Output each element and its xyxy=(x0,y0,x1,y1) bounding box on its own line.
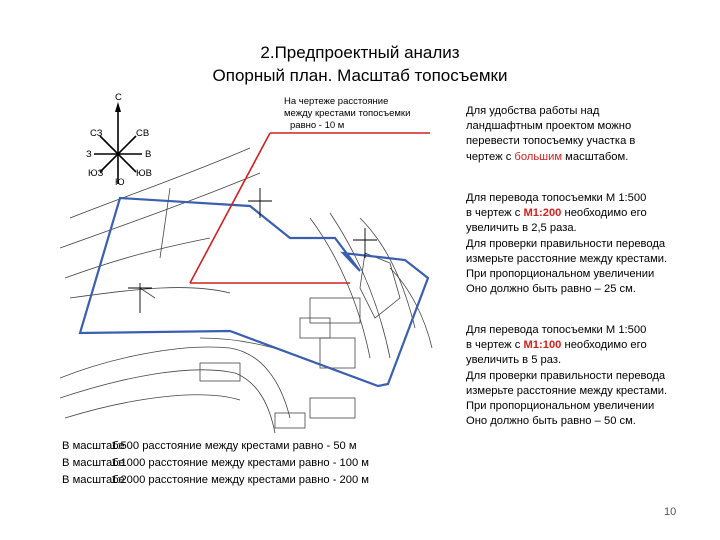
p3-line-3: увеличить в 5 раз. xyxy=(466,354,562,367)
compass-ne: СВ xyxy=(136,128,150,139)
p2-line-5: измерьте расстояние между крестами. xyxy=(466,252,668,265)
p3-line-6: При пропорциональном увеличении xyxy=(466,400,655,413)
compass-e: В xyxy=(145,149,152,160)
compass-w: З xyxy=(86,149,92,160)
scale-line-2: В масштабе 1:1000 расстояние между крестами равно - 100 м xyxy=(62,457,370,469)
page-number: 10 xyxy=(664,506,677,518)
title-line-2: Опорный план. Масштаб топосъемки xyxy=(212,66,508,85)
contour-lines xyxy=(60,148,432,433)
p2-line-3: увеличить в 2,5 раза. xyxy=(466,222,577,235)
plan-note xyxy=(284,96,410,131)
buildings xyxy=(140,188,400,428)
compass-nw: СЗ xyxy=(90,128,103,139)
compass-se: ЮВ xyxy=(136,168,152,179)
grid-cross-marker xyxy=(190,133,430,283)
compass-s: Ю xyxy=(115,177,125,188)
p2-line-4: Для проверки правильности перевода xyxy=(466,237,666,250)
paragraph-2 xyxy=(466,191,714,297)
p3-line-7: Оно должно быть равно – 50 см. xyxy=(466,415,636,428)
paragraph-1 xyxy=(466,104,714,165)
p2-line-7: Оно должно быть равно – 25 см. xyxy=(466,283,636,296)
paragraph-3 xyxy=(466,323,714,429)
plan-note-line-1: На чертеже расстояние xyxy=(284,96,389,107)
topographic-plan xyxy=(60,88,460,438)
title-line-1: 2.Предпроектный анализ xyxy=(260,43,460,62)
p1-line-3: перевести топосъемку участка в xyxy=(466,135,636,148)
highlight-scale-200: М1:200 xyxy=(523,207,562,220)
compass-n: С xyxy=(115,92,122,103)
p1-line-2: ландшафтным проектом можно xyxy=(466,120,632,133)
p2-line-2: в чертеж с М1:200 необходимо его xyxy=(466,207,647,220)
p3-line-2: в чертеж с М1:100 необходимо его xyxy=(466,339,647,352)
p1-line-1: Для удобства работы над xyxy=(466,105,600,117)
p2-line-1: Для перевода топосъемки М 1:500 xyxy=(466,192,647,204)
scale-line-3: В масштабе 1:2000 расстояние между крестами равно - 200 м xyxy=(62,474,370,486)
p3-line-4: Для проверки правильности перевода xyxy=(466,369,666,382)
highlight-larger: большим xyxy=(514,150,563,163)
p1-line-4: чертеж с большим масштабом. xyxy=(466,150,629,163)
p3-line-1: Для перевода топосъемки М 1:500 xyxy=(466,324,647,336)
p3-line-5: измерьте расстояние между крестами. xyxy=(466,384,668,397)
plan-note-line-2: между крестами топосъемки xyxy=(284,108,411,119)
compass-sw: ЮЗ xyxy=(88,168,104,179)
highlight-scale-100: М1:100 xyxy=(523,339,562,352)
plan-note-line-3: равно - 10 м xyxy=(290,120,345,131)
scale-line-1: В масштабе 1:500 расстояние между крестами равно - 50 м xyxy=(62,440,357,452)
p2-line-6: При пропорциональном увеличении xyxy=(466,268,655,281)
